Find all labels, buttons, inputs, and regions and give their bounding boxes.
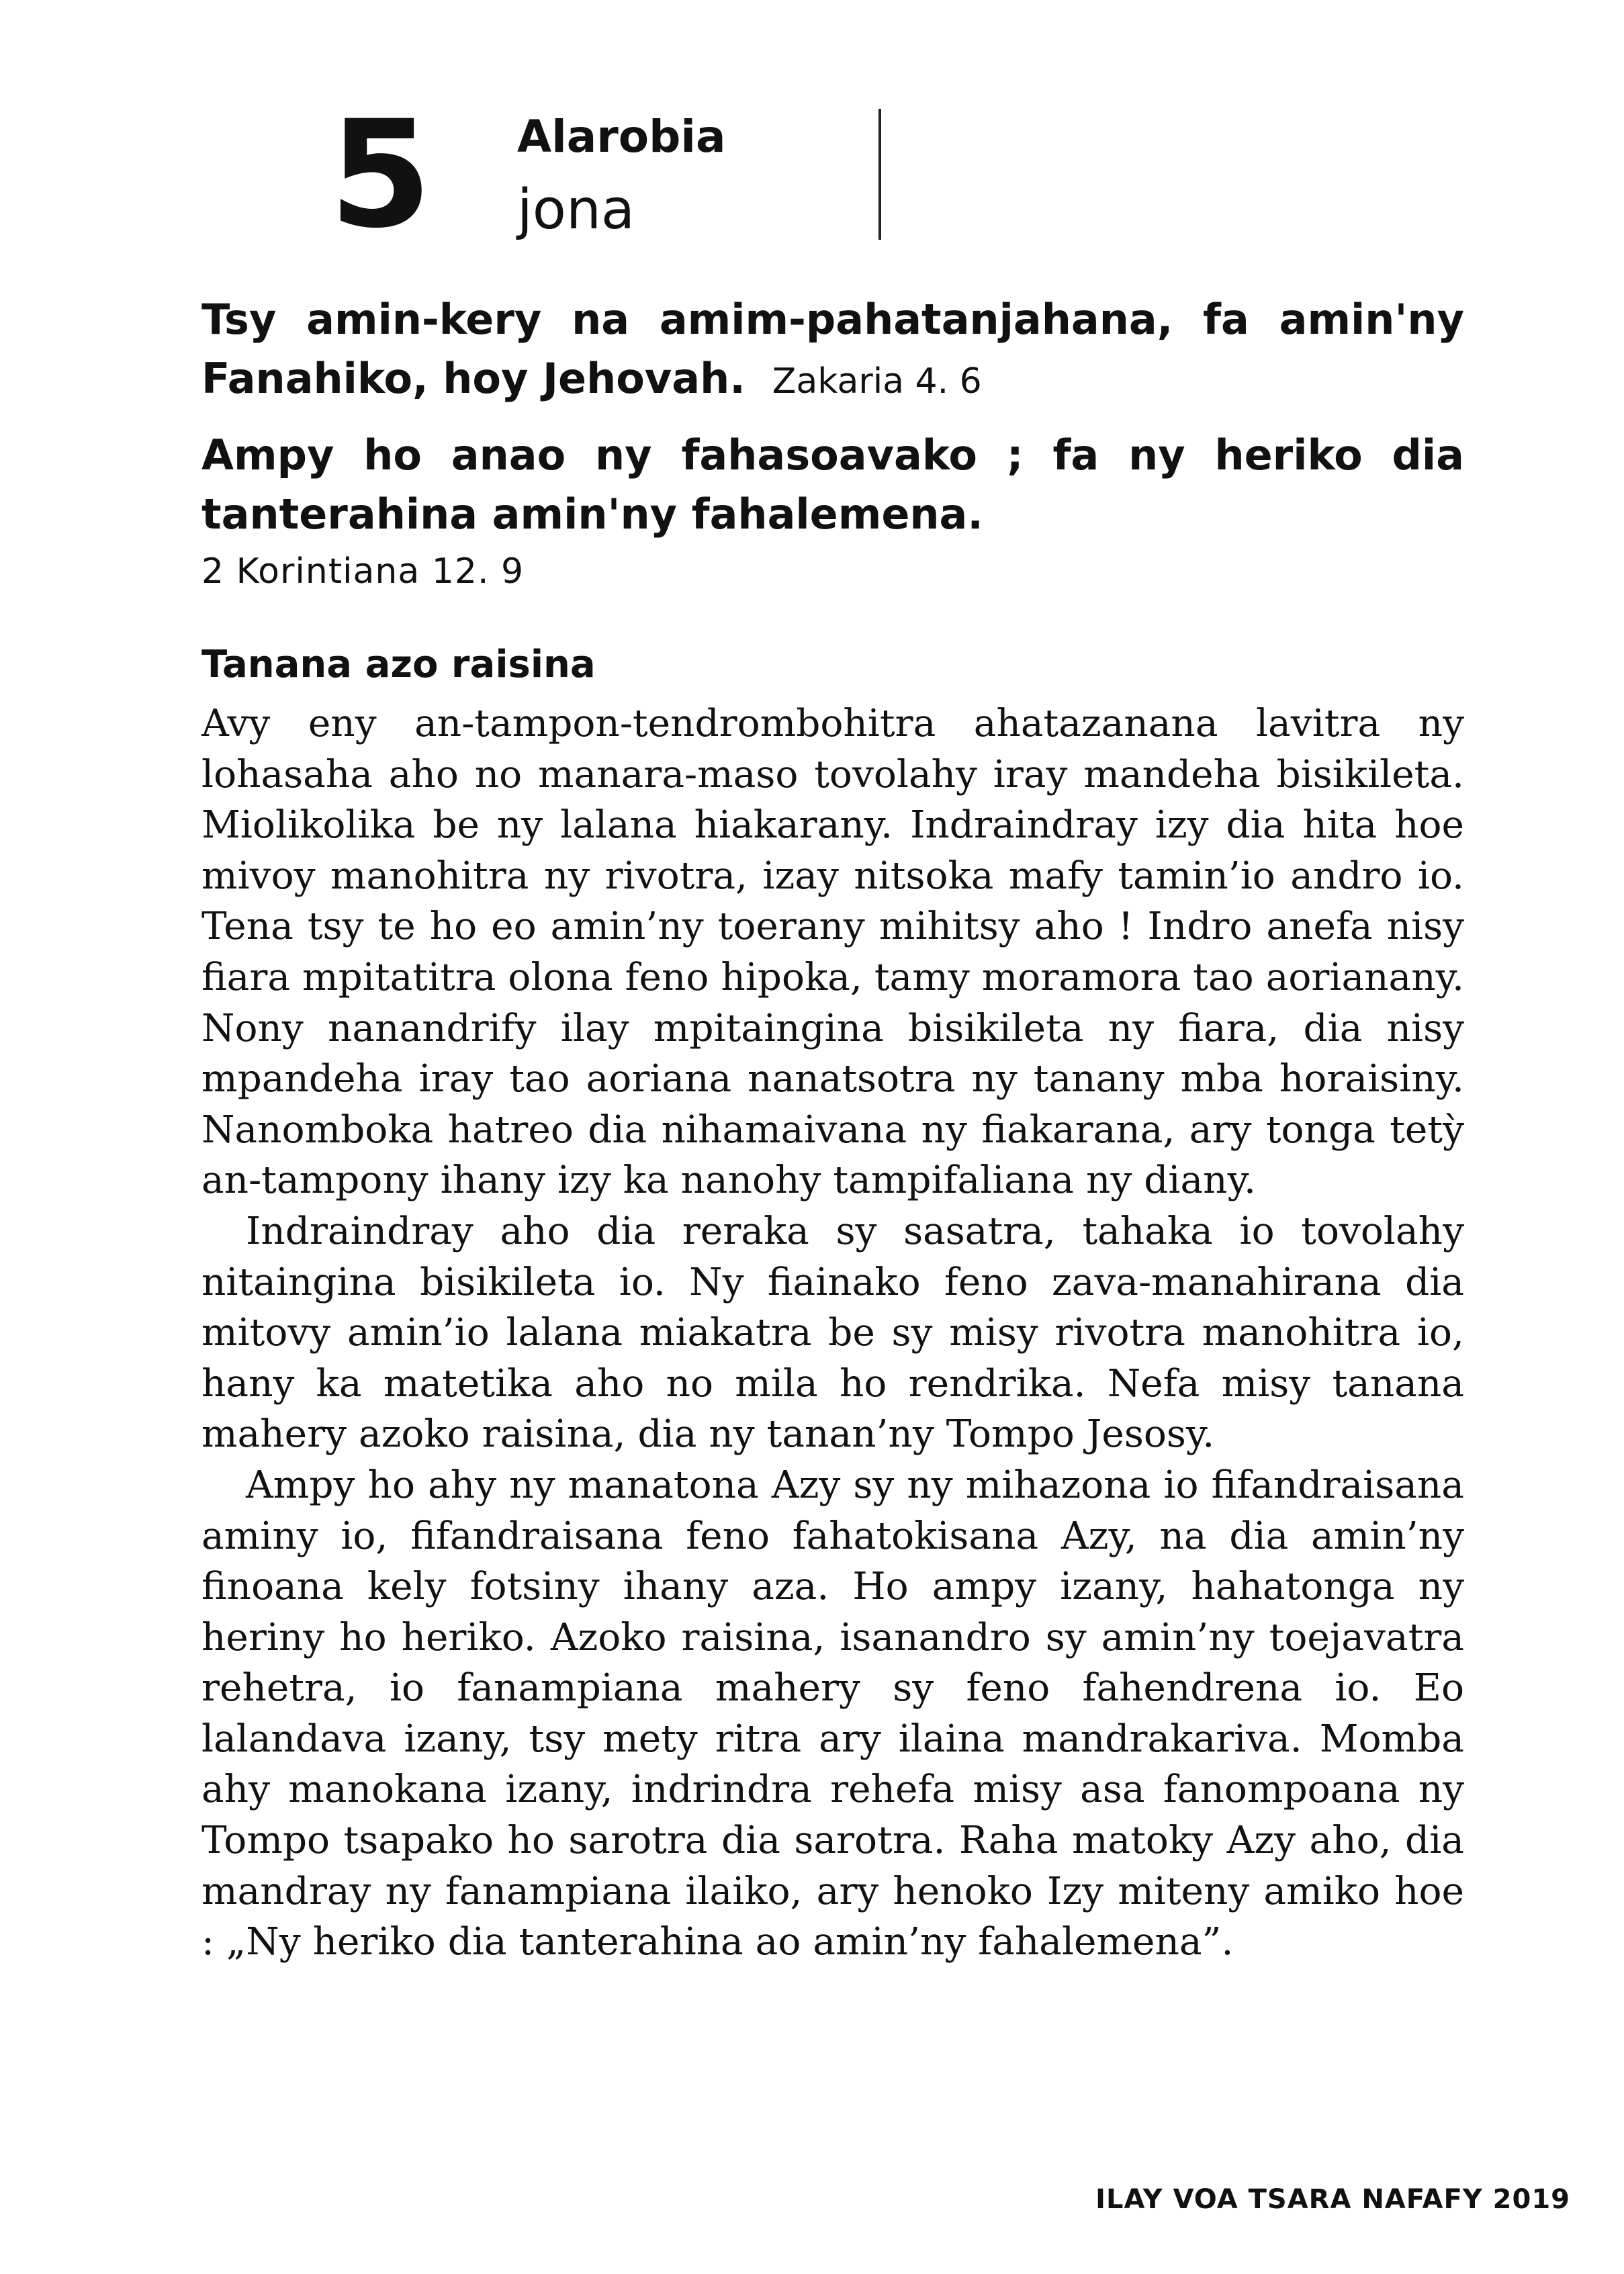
header-divider [878,109,881,240]
verse-text: Ampy ho anao ny fahasoavako ; fa ny heriko dia tanterahina amin'ny fahalemena. [201,430,1464,539]
devotion-paragraph: Indraindray aho dia reraka sy sasatra, tahaka io tovolahy nitaingina bisikileta io. Ny fiainako feno zava-manahirana dia mitovy amin’io lalana miakatra be sy misy rivotra manohitra io, hany ka matetika aho no mila ho rendrika. Nefa misy tanana mahery azoko raisina, dia ny tanan’ny Tompo Jesosy. [201,1209,1464,1457]
verse-reference: 2 Korintiana 12. 9 [201,551,525,592]
verse-new-testament [201,426,1464,544]
verse-text: Tsy amin-kery na amim-pahatanjahana, fa amin'ny Fanahiko, hoy Jehovah. [201,295,1464,403]
verse-reference: Zakaria 4. 6 [772,361,982,402]
devotion-paragraph: Avy eny an-tampon-tendrombohitra ahatazanana lavitra ny lohasaha aho no manara-maso tovolahy iray mandeha bisikileta. Miolikolika be ny lalana hiakarany. Indraindray izy dia hita hoe mivoy manohitra ny rivotra, izay nitsoka mafy tamin’io andro io. Tena tsy te ho eo amin’ny toerany mihitsy aho ! Indro anefa nisy fiara mpitatitra olona feno hipoka, tamy moramora tao aorianany. Nony nanandrify ilay mpitaingina bisikileta ny fiara, dia nisy mpandeha iray tao aoriana nanatsotra ny tanany mba horaisiny. Nanomboka hatreo dia nihamaivana ny fiakarana, ary tonga tetỳ an-tampony ihany izy ka nanohy tampifaliana ny diany. [201,702,1464,1203]
month-name: jona [517,178,635,242]
day-name: Alarobia [517,111,726,163]
footer-publication: ILAY VOA TSARA NAFAFY 2019 [1095,2184,1570,2215]
devotion-title: Tanana azo raisina [201,643,596,686]
verse-old-testament [201,290,1464,411]
devotion-body [201,698,1464,1968]
devotion-paragraph: Ampy ho ahy ny manatona Azy sy ny mihazona io fifandraisana aminy io, fifandraisana feno fahatokisana Azy, na dia amin’ny finoana kely fotsiny ihany aza. Ho ampy izany, hahatonga ny heriny ho heriko. Azoko raisina, isanandro sy amin’ny toejavatra rehetra, io fanampiana mahery sy feno fahendrena io. Eo lalandava izany, tsy mety ritra ary ilaina mandrakariva. Momba ahy manokana izany, indrindra rehefa misy asa fanompoana ny Tompo tsapako ho sarotra dia sarotra. Raha matoky Azy aho, dia mandray ny fanampiana ilaiko, ary henoko Izy miteny amiko hoe : „Ny heriko dia tanterahina ao amin’ny fahalemena”. [201,1463,1464,1964]
day-number: 5 [329,89,430,261]
